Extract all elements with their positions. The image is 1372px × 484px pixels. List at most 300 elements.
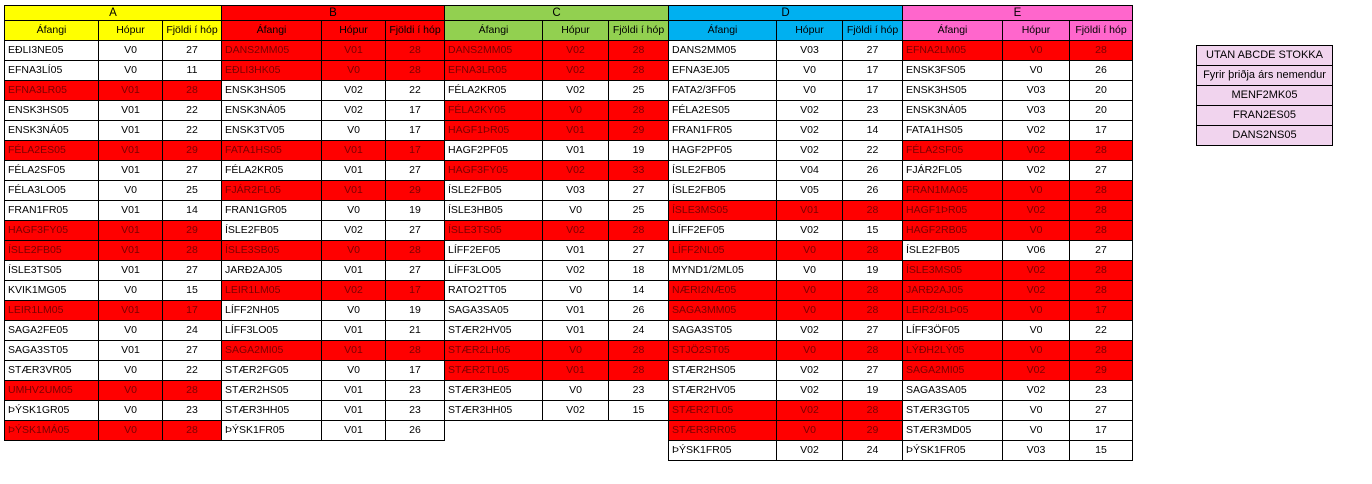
course-row (669, 201, 903, 221)
course-row (445, 321, 669, 341)
course-code: STÆR2HS05 (222, 381, 322, 401)
group-count: 17 (386, 361, 445, 381)
group-count: 23 (843, 101, 903, 121)
block-title: C (445, 6, 669, 21)
group-count: 25 (609, 201, 669, 221)
group-code: V0 (1003, 341, 1070, 361)
column-header: Hópur (99, 21, 163, 41)
course-code: EFNA2LM05 (903, 41, 1003, 61)
course-row (222, 121, 445, 141)
course-code: ÍSLE3TS05 (5, 261, 99, 281)
course-row (5, 261, 222, 281)
course-row (669, 141, 903, 161)
group-count: 27 (386, 221, 445, 241)
group-count: 28 (843, 201, 903, 221)
course-row (445, 181, 669, 201)
course-row (5, 301, 222, 321)
course-row (903, 161, 1133, 181)
group-count: 28 (163, 241, 222, 261)
group-count: 27 (163, 41, 222, 61)
outside-blocks-row (1197, 46, 1333, 66)
course-row (903, 321, 1133, 341)
group-count: 28 (843, 241, 903, 261)
course-row (222, 421, 445, 441)
course-row (669, 121, 903, 141)
group-code: V0 (1003, 41, 1070, 61)
course-code: ENSK3TV05 (222, 121, 322, 141)
course-code: STÆR3VR05 (5, 361, 99, 381)
course-row (445, 301, 669, 321)
group-count: 28 (163, 81, 222, 101)
group-count: 19 (843, 381, 903, 401)
course-code: LEIR1LM05 (222, 281, 322, 301)
group-count: 23 (163, 401, 222, 421)
block-header-row (445, 6, 669, 21)
group-code: V02 (1003, 381, 1070, 401)
course-code: FÉLA2SF05 (5, 161, 99, 181)
course-row (5, 121, 222, 141)
block-header-row (669, 6, 903, 21)
group-code: V0 (99, 181, 163, 201)
column-header: Fjöldi í hóp (1070, 21, 1133, 41)
course-row (222, 361, 445, 381)
course-code: ENSK3FS05 (903, 61, 1003, 81)
outside-blocks-row (1197, 106, 1333, 126)
course-row (669, 281, 903, 301)
course-row (445, 281, 669, 301)
course-code: RATO2TT05 (445, 281, 543, 301)
group-code: V01 (543, 141, 609, 161)
course-code: KVIK1MG05 (5, 281, 99, 301)
column-header: Áfangi (903, 21, 1003, 41)
group-count: 28 (163, 421, 222, 441)
group-code: V03 (1003, 81, 1070, 101)
column-header: Áfangi (445, 21, 543, 41)
group-code: V02 (1003, 361, 1070, 381)
group-code: V01 (322, 321, 386, 341)
group-count: 20 (1070, 101, 1133, 121)
group-count: 27 (386, 261, 445, 281)
block-B-table (221, 5, 445, 441)
group-code: V0 (99, 381, 163, 401)
group-count: 28 (843, 401, 903, 421)
course-code: LÍFF2EF05 (669, 221, 777, 241)
course-code: EFNA3LR05 (5, 81, 99, 101)
column-header-row (445, 21, 669, 41)
group-count: 24 (843, 441, 903, 461)
group-count: 28 (609, 221, 669, 241)
course-code: STJÖ2ST05 (669, 341, 777, 361)
group-count: 28 (843, 341, 903, 361)
course-row (903, 301, 1133, 321)
course-row (222, 401, 445, 421)
group-count: 19 (843, 261, 903, 281)
group-code: V01 (322, 161, 386, 181)
group-code: V05 (777, 181, 843, 201)
group-count: 14 (843, 121, 903, 141)
group-count: 28 (1070, 181, 1133, 201)
course-code: LÍFF3LO05 (222, 321, 322, 341)
course-code: ENSK3HS05 (903, 81, 1003, 101)
group-code: V01 (99, 261, 163, 281)
course-row (669, 401, 903, 421)
group-count: 29 (163, 141, 222, 161)
course-row (222, 61, 445, 81)
course-row (222, 41, 445, 61)
course-code: ÍSLE3SB05 (222, 241, 322, 261)
course-code: ÍSLE3MS05 (903, 261, 1003, 281)
group-code: V0 (543, 341, 609, 361)
course-row (903, 381, 1133, 401)
course-row (903, 121, 1133, 141)
course-code: LÍFF2NH05 (222, 301, 322, 321)
course-code: ENSK3NÁ05 (5, 121, 99, 141)
group-code: V01 (322, 381, 386, 401)
group-count: 22 (163, 121, 222, 141)
group-code: V02 (543, 261, 609, 281)
course-row (669, 101, 903, 121)
course-code: ÍSLE3MS05 (669, 201, 777, 221)
group-count: 17 (386, 281, 445, 301)
group-count: 25 (609, 81, 669, 101)
group-count: 26 (386, 421, 445, 441)
course-row (669, 161, 903, 181)
group-count: 17 (163, 301, 222, 321)
outside-blocks-row (1197, 66, 1333, 86)
group-count: 20 (1070, 81, 1133, 101)
course-row (5, 421, 222, 441)
group-code: V0 (99, 321, 163, 341)
course-row (5, 281, 222, 301)
outside-blocks-row (1197, 86, 1333, 106)
course-row (669, 321, 903, 341)
course-code: HAGF2RB05 (903, 221, 1003, 241)
group-code: V02 (543, 161, 609, 181)
group-code: V03 (1003, 441, 1070, 461)
course-code: ENSK3NÁ05 (222, 101, 322, 121)
group-code: V01 (543, 361, 609, 381)
course-code: ÞÝSK1FR05 (222, 421, 322, 441)
outside-blocks-item: Fyrir þriðja árs nemendur (1197, 66, 1333, 86)
group-code: V0 (99, 41, 163, 61)
course-code: FÉLA2ES05 (669, 101, 777, 121)
course-code: FATA1HS05 (903, 121, 1003, 141)
group-code: V01 (543, 241, 609, 261)
course-row (669, 361, 903, 381)
outside-blocks-item: MENF2MK05 (1197, 86, 1333, 106)
group-code: V02 (1003, 141, 1070, 161)
course-code: ÍSLE3HB05 (445, 201, 543, 221)
course-code: ENSK3HS05 (222, 81, 322, 101)
group-code: V01 (322, 341, 386, 361)
course-row (903, 261, 1133, 281)
course-code: FÉLA2KY05 (445, 101, 543, 121)
group-count: 28 (1070, 141, 1133, 161)
column-header: Hópur (777, 21, 843, 41)
course-code: ÍSLE2FB05 (222, 221, 322, 241)
group-code: V01 (322, 261, 386, 281)
group-count: 15 (843, 221, 903, 241)
group-count: 28 (1070, 341, 1133, 361)
course-row (222, 321, 445, 341)
course-row (222, 261, 445, 281)
group-code: V02 (1003, 121, 1070, 141)
group-count: 27 (163, 341, 222, 361)
group-count: 29 (843, 421, 903, 441)
group-count: 19 (386, 201, 445, 221)
group-count: 29 (1070, 361, 1133, 381)
group-count: 15 (163, 281, 222, 301)
course-row (445, 221, 669, 241)
group-code: V0 (1003, 221, 1070, 241)
group-count: 23 (609, 381, 669, 401)
group-code: V0 (99, 61, 163, 81)
group-code: V02 (543, 61, 609, 81)
group-count: 22 (1070, 321, 1133, 341)
course-code: EÐLI3NE05 (5, 41, 99, 61)
group-code: V0 (99, 421, 163, 441)
group-code: V01 (543, 321, 609, 341)
group-code: V01 (99, 201, 163, 221)
column-header: Hópur (1003, 21, 1070, 41)
group-code: V0 (1003, 421, 1070, 441)
course-row (669, 381, 903, 401)
group-count: 23 (1070, 381, 1133, 401)
outside-blocks-row (1197, 126, 1333, 146)
course-code: STÆR3HE05 (445, 381, 543, 401)
course-row (5, 241, 222, 261)
outside-blocks-box (1196, 45, 1333, 146)
group-count: 26 (843, 161, 903, 181)
course-row (903, 41, 1133, 61)
group-code: V04 (777, 161, 843, 181)
course-code: STÆR2HV05 (445, 321, 543, 341)
course-row (903, 441, 1133, 461)
group-code: V02 (777, 441, 843, 461)
course-row (903, 241, 1133, 261)
block-C-table (444, 5, 669, 421)
course-code: STÆR2TL05 (669, 401, 777, 421)
course-code: FRAN1FR05 (5, 201, 99, 221)
group-code: V01 (99, 221, 163, 241)
group-code: V02 (1003, 281, 1070, 301)
block-E-table (902, 5, 1133, 461)
group-count: 29 (386, 181, 445, 201)
group-count: 22 (386, 81, 445, 101)
course-row (669, 421, 903, 441)
course-row (669, 221, 903, 241)
group-count: 28 (163, 381, 222, 401)
course-code: ENSK3NÁ05 (903, 101, 1003, 121)
block-title: A (5, 6, 222, 21)
group-code: V0 (777, 421, 843, 441)
group-count: 28 (609, 361, 669, 381)
group-count: 26 (1070, 61, 1133, 81)
group-count: 24 (163, 321, 222, 341)
course-row (222, 301, 445, 321)
course-row (903, 101, 1133, 121)
course-code: LÝÐH2LÝ05 (903, 341, 1003, 361)
course-row (445, 201, 669, 221)
group-count: 29 (163, 221, 222, 241)
course-row (5, 101, 222, 121)
group-code: V0 (777, 61, 843, 81)
course-row (222, 281, 445, 301)
group-code: V01 (99, 241, 163, 261)
group-code: V02 (777, 361, 843, 381)
course-code: ÞÝSK1FR05 (669, 441, 777, 461)
course-row (5, 181, 222, 201)
group-count: 28 (386, 61, 445, 81)
course-row (903, 201, 1133, 221)
group-count: 28 (1070, 41, 1133, 61)
block-title: B (222, 6, 445, 21)
course-code: FRAN1FR05 (669, 121, 777, 141)
course-row (222, 381, 445, 401)
group-code: V01 (543, 301, 609, 321)
course-code: SAGA2MI05 (222, 341, 322, 361)
group-code: V02 (322, 221, 386, 241)
column-header: Fjöldi í hóp (843, 21, 903, 41)
course-row (222, 241, 445, 261)
course-code: STÆR3GT05 (903, 401, 1003, 421)
group-count: 26 (609, 301, 669, 321)
group-count: 28 (609, 61, 669, 81)
course-row (669, 181, 903, 201)
group-code: V0 (99, 281, 163, 301)
course-code: SAGA3ST05 (5, 341, 99, 361)
course-code: ÞÝSK1MÁ05 (5, 421, 99, 441)
outside-blocks-item: FRAN2ES05 (1197, 106, 1333, 126)
course-code: EFNA3LÍ05 (5, 61, 99, 81)
group-count: 22 (843, 141, 903, 161)
group-code: V0 (322, 301, 386, 321)
group-code: V02 (543, 221, 609, 241)
course-row (903, 181, 1133, 201)
group-code: V02 (543, 81, 609, 101)
group-count: 28 (1070, 281, 1133, 301)
group-code: V0 (1003, 321, 1070, 341)
group-code: V0 (1003, 401, 1070, 421)
course-code: FATA2/3FF05 (669, 81, 777, 101)
group-count: 22 (163, 101, 222, 121)
course-code: SAGA3MM05 (669, 301, 777, 321)
group-count: 27 (843, 41, 903, 61)
group-count: 14 (163, 201, 222, 221)
course-row (669, 261, 903, 281)
course-code: JARÐ2AJ05 (903, 281, 1003, 301)
course-row (903, 81, 1133, 101)
group-count: 27 (1070, 401, 1133, 421)
course-row (445, 341, 669, 361)
group-code: V01 (99, 301, 163, 321)
group-count: 15 (1070, 441, 1133, 461)
group-count: 28 (1070, 261, 1133, 281)
group-code: V02 (777, 121, 843, 141)
group-code: V01 (322, 141, 386, 161)
course-code: SAGA2MI05 (903, 361, 1003, 381)
group-count: 17 (386, 101, 445, 121)
group-code: V01 (322, 421, 386, 441)
group-count: 28 (386, 41, 445, 61)
group-code: V02 (322, 281, 386, 301)
course-row (903, 281, 1133, 301)
course-code: EÐLI3HK05 (222, 61, 322, 81)
group-code: V01 (777, 201, 843, 221)
column-header: Hópur (322, 21, 386, 41)
course-code: HAGF3FY05 (445, 161, 543, 181)
group-code: V0 (322, 201, 386, 221)
group-count: 22 (163, 361, 222, 381)
course-row (5, 201, 222, 221)
course-code: STÆR2HS05 (669, 361, 777, 381)
course-code: HAGF1ÞR05 (445, 121, 543, 141)
column-header: Áfangi (5, 21, 99, 41)
course-row (903, 341, 1133, 361)
course-row (222, 101, 445, 121)
group-count: 28 (609, 101, 669, 121)
course-row (445, 401, 669, 421)
course-code: JARÐ2AJ05 (222, 261, 322, 281)
course-row (903, 61, 1133, 81)
course-code: LÍFF2EF05 (445, 241, 543, 261)
group-count: 15 (609, 401, 669, 421)
course-code: FÉLA2SF05 (903, 141, 1003, 161)
course-row (669, 81, 903, 101)
group-count: 28 (1070, 221, 1133, 241)
group-count: 18 (609, 261, 669, 281)
course-row (669, 341, 903, 361)
course-row (5, 41, 222, 61)
course-code: HAGF1ÞR05 (903, 201, 1003, 221)
group-count: 27 (1070, 241, 1133, 261)
course-row (5, 381, 222, 401)
group-count: 17 (1070, 421, 1133, 441)
outside-blocks-item: DANS2NS05 (1197, 126, 1333, 146)
course-code: HAGF2PF05 (445, 141, 543, 161)
block-D-table (668, 5, 903, 461)
course-code: FÉLA2KR05 (222, 161, 322, 181)
group-code: V02 (543, 401, 609, 421)
course-code: STÆR2HV05 (669, 381, 777, 401)
group-code: V0 (99, 401, 163, 421)
group-code: V01 (322, 41, 386, 61)
course-code: EFNA3LR05 (445, 61, 543, 81)
column-header: Hópur (543, 21, 609, 41)
course-code: UMHV2UM05 (5, 381, 99, 401)
group-code: V0 (322, 121, 386, 141)
group-count: 33 (609, 161, 669, 181)
group-count: 17 (843, 61, 903, 81)
group-code: V02 (1003, 261, 1070, 281)
group-count: 11 (163, 61, 222, 81)
block-title: D (669, 6, 903, 21)
group-count: 28 (386, 341, 445, 361)
column-header: Fjöldi í hóp (386, 21, 445, 41)
group-count: 14 (609, 281, 669, 301)
course-row (669, 441, 903, 461)
group-code: V03 (777, 41, 843, 61)
course-row (445, 101, 669, 121)
block-header-row (903, 6, 1133, 21)
course-code: FÉLA2ES05 (5, 141, 99, 161)
group-code: V01 (99, 121, 163, 141)
course-code: EFNA3EJ05 (669, 61, 777, 81)
group-code: V0 (777, 341, 843, 361)
group-count: 27 (843, 321, 903, 341)
course-row (5, 81, 222, 101)
group-code: V01 (322, 181, 386, 201)
